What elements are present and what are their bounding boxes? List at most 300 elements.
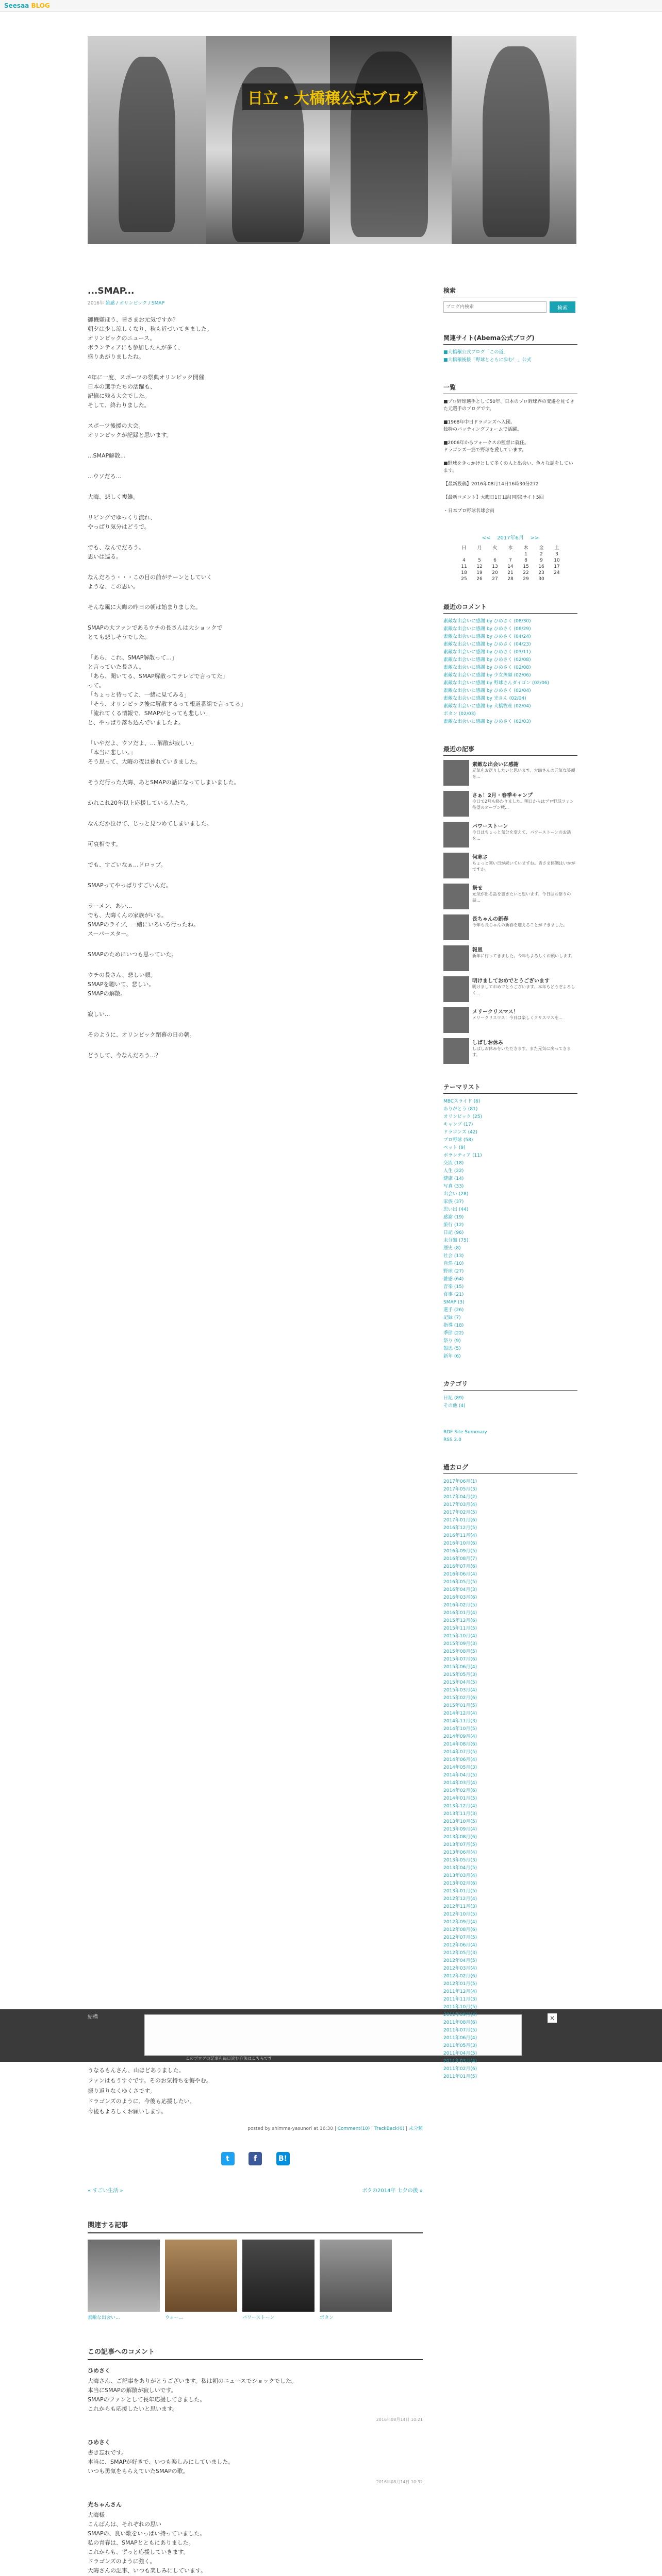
header-photo-4 (452, 36, 576, 244)
archive-link[interactable]: 2015年05月(3) (443, 1672, 477, 1677)
theme-link[interactable]: キャンプ (17) (443, 1122, 473, 1127)
theme-link[interactable]: 歴史 (8) (443, 1246, 461, 1251)
profile-tail-1: 【最新投稿】2016年08月14日16時30分272 (443, 482, 539, 487)
archive-link[interactable]: 2016年11月(4) (443, 1533, 477, 1538)
calendar-day: 11 (461, 564, 467, 569)
archive-link[interactable]: 2011年03月(4) (443, 2059, 477, 2064)
theme-link[interactable]: オリンピック (25) (443, 1114, 482, 1120)
post-paragraph: 今後もよろしくお願いします。 (88, 2108, 167, 2115)
related-item[interactable]: ボタン (320, 2240, 392, 2320)
archive-link[interactable]: 2011年06月(4) (443, 2036, 477, 2041)
recent-comment-link[interactable]: 素敵な出会いに感謝 by 野球さんダイゴン (02/06) (443, 681, 550, 686)
post-paragraph: そのように、オリンピック閉幕の日の朝。 (88, 1031, 195, 1038)
recent-post-thumbnail[interactable] (443, 822, 469, 848)
rss-link[interactable]: RSS 2.0 (443, 1437, 461, 1443)
recent-post-title[interactable]: メリークリスマス！ (472, 1009, 519, 1015)
category-list (443, 1395, 577, 1410)
archive-link[interactable]: 2012年05月(3) (443, 1951, 477, 1956)
archive-link[interactable]: 2015年11月(5) (443, 1626, 477, 1631)
recent-comment-link[interactable]: 素敵な出会いに感謝 by ひめさく (08/30) (443, 619, 531, 624)
archive-link[interactable]: 2013年06月(4) (443, 1850, 477, 1855)
post-paragraph: 寂しい... (88, 1011, 110, 1018)
comment-text: 大晦様 こんばんは、それぞれの思い SMAPの、良い歌をいっぱい持っていました。 私の青春は、SMAPとともにありました。 これからも、ずっと応援していきます。 ドラゴンズのように強く。 大晦さんの記事、いつも楽しみにしています。 (88, 2512, 207, 2574)
archive-link[interactable]: 2013年05月(3) (443, 1858, 477, 1863)
archive-link[interactable]: 2017年04月(2) (443, 1495, 477, 1500)
recent-comment-link[interactable]: 素敵な出会いに感謝 by 少女魚顔 (02/06) (443, 673, 531, 678)
post-meta (88, 299, 423, 306)
recent-post-thumbnail[interactable] (443, 760, 469, 786)
recent-post-text (472, 945, 575, 971)
archive-link[interactable]: 2016年06月(4) (443, 1572, 477, 1577)
theme-link[interactable]: 雑感 (64) (443, 1277, 464, 1282)
search-button[interactable]: 検索 (550, 301, 575, 313)
post-paragraph: でも、なんでだろう。 思いは巡る。 (88, 544, 144, 560)
archive-link[interactable]: 2013年12月(4) (443, 1804, 477, 1809)
post-paragraph: うなるもんさん、山ほどありました。 (88, 2067, 185, 2074)
profile-tail-2: 【最新コメント】大晦日1日1話(同期)サイト5回 (443, 495, 544, 500)
prev-post-link[interactable]: « すごい生活 » (88, 2188, 123, 2194)
calendar-weekday: 土 (554, 546, 559, 551)
recent-post-title[interactable]: 報恩 (472, 947, 483, 953)
recent-post-summary: 今日はちょっと気分を変えて、パワーストーンのお話を... (472, 830, 571, 841)
theme-link[interactable]: 交流 (18) (443, 1161, 464, 1166)
rss-list (443, 1429, 577, 1444)
theme-link[interactable]: 新年 (6) (443, 1354, 461, 1359)
archive-link[interactable]: 2012年12月(4) (443, 1896, 477, 1902)
recent-post-thumbnail[interactable] (443, 945, 469, 971)
theme-link[interactable]: 食事 (21) (443, 1292, 464, 1297)
calendar-weekday: 月 (477, 546, 482, 551)
sidebar (443, 286, 577, 2099)
recent-post-item[interactable] (443, 791, 577, 817)
seesaa-logo[interactable]: Seesaa BLOG (4, 2, 50, 9)
related-item[interactable]: パワーストーン (242, 2240, 315, 2320)
next-post-link[interactable]: ボクの2014年 七夕の後 » (362, 2188, 423, 2194)
post-paragraph: 大晦、悲しく複雑。 (88, 494, 139, 500)
recent-post-thumbnail[interactable] (443, 884, 469, 909)
category-link[interactable]: 日記 (89) (443, 1396, 464, 1401)
post-paragraph: ウチの長さん、悲しい顔。 SMAPを聴いて、悲しい。 SMAPの解散。 (88, 972, 156, 997)
comments-heading: この記事へのコメント (88, 2346, 423, 2360)
archive-link[interactable]: 2017年06月(1) (443, 1479, 477, 1484)
archive-link[interactable]: 2014年03月(4) (443, 1781, 477, 1786)
theme-link[interactable]: 記録 (7) (443, 1315, 461, 1320)
recent-post-text (472, 791, 577, 817)
calendar-day: 7 (509, 558, 512, 563)
comment-item (88, 2500, 423, 2575)
recent-post-title[interactable]: しばしお休み (472, 1040, 503, 1046)
theme-link[interactable]: 指導 (18) (443, 1323, 464, 1328)
category-heading: カテゴリ (443, 1379, 577, 1391)
header-photo-2 (206, 36, 330, 244)
theme-link[interactable]: 人生 (22) (443, 1168, 464, 1174)
archive-link[interactable]: 2016年02月(5) (443, 1603, 477, 1608)
theme-link[interactable]: ありがとう (81) (443, 1107, 478, 1112)
category-link[interactable]: 未分類 (408, 2126, 423, 2131)
recent-post-summary: 新年に行ってきました。今年もよろしくお願いします。 (472, 954, 575, 958)
archive-link[interactable]: 2017年01月(6) (443, 1518, 477, 1523)
post-paragraph: なんだろう・・・この目の前がチーンとしていく ような、この思い。 (88, 574, 212, 590)
calendar-day (473, 552, 486, 557)
archive-link[interactable]: 2016年07月(6) (443, 1564, 477, 1569)
recent-comment-link[interactable]: 素敵な出会いに感謝 by ひめさく (02/08) (443, 665, 531, 670)
archive-link[interactable]: 2012年09月(4) (443, 1920, 477, 1925)
calendar-prev-link[interactable]: << (482, 535, 491, 541)
calendar-next-link[interactable]: >> (530, 535, 539, 541)
trackback-link[interactable]: TrackBack(0) (374, 2126, 405, 2131)
post-paragraph: そうだ行った大晦、あとSMAPの話になってしまいました。 (88, 779, 240, 786)
archive-link[interactable]: 2014年01月(5) (443, 1796, 477, 1801)
related-thumbnail[interactable] (88, 2240, 160, 2312)
archive-link[interactable]: 2015年03月(4) (443, 1688, 477, 1693)
recent-posts-heading: 最近の記事 (443, 744, 577, 756)
profile-paragraph: ■1968年中日ドラゴンズへ入団。 独特のバッティングフォームで活躍。 (443, 420, 522, 432)
recent-comment-link[interactable]: 素敵な出会いに感謝 by ひめさく (02/08) (443, 657, 531, 663)
archive-link[interactable]: 2011年05月(3) (443, 2043, 477, 2048)
theme-list-heading: テーマリスト (443, 1082, 577, 1094)
recent-post-summary: しばしお休みをいただきます。また元気に戻ってきます。 (472, 1046, 571, 1057)
archive-link[interactable]: 2014年06月(4) (443, 1757, 477, 1762)
archive-link[interactable]: 2013年09月(4) (443, 1827, 477, 1832)
theme-list-items (443, 1098, 577, 1361)
recent-post-text (472, 822, 577, 848)
archive-link[interactable]: 2015年02月(6) (443, 1696, 477, 1701)
recent-posts-list (443, 760, 577, 1064)
close-icon[interactable]: × (548, 2013, 557, 2023)
theme-link[interactable]: 報恩 (5) (443, 1346, 461, 1351)
related-thumbnail[interactable] (320, 2240, 392, 2312)
posted-by: posted by shimma-yasunori at 16:30 | Comment(10) | TrackBack(0) | 未分類 (247, 2126, 423, 2131)
calendar-weekday: 火 (492, 546, 498, 551)
recent-post-title[interactable]: 素敵な出会いに感謝 (472, 762, 519, 768)
archive-link[interactable]: 2011年01月(5) (443, 2074, 477, 2079)
blog-header-banner[interactable] (88, 36, 576, 244)
calendar-day: 29 (523, 577, 529, 582)
recent-post-thumbnail[interactable] (443, 1038, 469, 1064)
calendar-day: 6 (493, 558, 496, 563)
archive-link[interactable]: 2015年07月(6) (443, 1657, 477, 1662)
archive-link[interactable]: 2012年01月(5) (443, 1981, 477, 1987)
hatena-bookmark-icon[interactable]: B! (276, 2152, 290, 2165)
archive-link[interactable]: 2015年12月(6) (443, 1618, 477, 1623)
calendar-day: 28 (507, 577, 514, 582)
comment-item (88, 2438, 423, 2485)
calendar-day: 9 (540, 558, 543, 563)
related-item[interactable]: ウォー... (165, 2240, 237, 2320)
calendar-day: 22 (523, 570, 529, 575)
recent-comment-link[interactable]: 素敵な出会いに感謝 by ひめさく (03/11) (443, 650, 531, 655)
calendar-day: 12 (476, 564, 483, 569)
archive-link[interactable]: 2013年04月(5) (443, 1866, 477, 1871)
recent-comment-link[interactable]: 素敵な出会いに感謝 by ひめさく (02/03) (443, 719, 531, 724)
calendar-month: 2017年6月 (497, 535, 524, 541)
comment-author: 光ちゃんさん (88, 2501, 122, 2508)
post-paragraph: かれこれ20年以上応援している人たち。 (88, 800, 191, 806)
recent-comment-link[interactable]: 素敵な出会いに感謝 by ひめさく (04/24) (443, 634, 531, 639)
theme-link[interactable]: 日記 (96) (443, 1230, 464, 1235)
calendar-day: 30 (538, 577, 544, 582)
recent-comment-link[interactable]: 素敵な出会いに感謝 by ひめさく (02/04) (443, 688, 531, 693)
archive-link[interactable]: 2014年07月(5) (443, 1750, 477, 1755)
search-heading: 検索 (443, 286, 577, 297)
recent-comment-link[interactable]: 素敵な出会いに感謝 by ひめさく (04/23) (443, 642, 531, 647)
theme-link[interactable]: 未分類 (75) (443, 1238, 469, 1243)
related-site-link[interactable]: ■大橋穣公式ブログ「この道」 (443, 350, 508, 355)
theme-link[interactable]: プロ野球 (58) (443, 1138, 473, 1143)
archive-link[interactable]: 2012年03月(4) (443, 1966, 477, 1971)
post-paragraph: なんだか泣けて、じっと見つめてしまいました。 (88, 820, 212, 827)
theme-link[interactable]: 旅行 (12) (443, 1223, 464, 1228)
archive-list (443, 1478, 577, 2081)
archive-link[interactable]: 2016年09月(5) (443, 1549, 477, 1554)
archive-link[interactable]: 2016年08月(7) (443, 1556, 477, 1562)
calendar-day: 3 (555, 552, 558, 557)
theme-link[interactable]: ペット (9) (443, 1145, 466, 1150)
recent-comments-heading: 最近のコメント (443, 602, 577, 614)
archive-link[interactable]: 2012年04月(5) (443, 1958, 477, 1963)
archive-link[interactable]: 2016年04月(3) (443, 1587, 477, 1592)
calendar-day: 8 (524, 558, 527, 563)
post-paragraph: SMAPの大ファンであるウチの長さんは大ショックで とても悲しそうでした。 (88, 624, 223, 640)
recent-post-title[interactable]: 何寒さ (472, 855, 488, 860)
archive-link[interactable]: 2013年08月(6) (443, 1835, 477, 1840)
archive-link[interactable]: 2011年11月(3) (443, 1997, 477, 2002)
profile-paragraph: ■2006年からフォークスの監督に就任。 ドラゴンズ一筋で野球を愛しています。 (443, 440, 529, 453)
related-site-link[interactable]: ■大橋穣後援「野球とともに歩む！」公式 (443, 358, 532, 363)
calendar-day: 24 (554, 570, 560, 575)
main-content (88, 286, 423, 1072)
post-paragraph: ...ウソだろ... (88, 473, 121, 480)
calendar-day: 4 (462, 558, 466, 563)
post-categories[interactable]: 雑感 / オリンピック / SMAP (105, 301, 164, 306)
post-paragraph: そんな風に大晦の昨日の朝は始まりました。 (88, 604, 201, 611)
recent-post-item[interactable] (443, 853, 577, 878)
theme-link[interactable]: 思い出 (44) (443, 1207, 469, 1212)
calendar-day (489, 552, 501, 557)
archive-link[interactable]: 2012年02月(6) (443, 1974, 477, 1979)
recent-comment-link[interactable]: 素敵な出会いに感謝 by ひめさく (08/29) (443, 626, 531, 632)
recent-post-summary: メリークリスマス！今日は楽しくクリスマスを... (472, 1015, 562, 1020)
recent-comment-link[interactable]: ボタン (02/03) (443, 711, 476, 717)
recent-post-item[interactable] (443, 914, 577, 940)
calendar-day: 2 (540, 552, 543, 557)
archive-link[interactable]: 2011年02月(6) (443, 2066, 477, 2072)
recent-post-title[interactable]: 長ちゃんの新春 (472, 917, 508, 922)
calendar-day (504, 552, 517, 557)
archive-block (443, 1463, 577, 2081)
related-item[interactable]: 素敵な出会い... (88, 2240, 160, 2320)
theme-link[interactable]: 感謝 (19) (443, 1215, 464, 1220)
recent-post-thumbnail[interactable] (443, 791, 469, 817)
archive-link[interactable]: 2011年10月(5) (443, 2005, 477, 2010)
archive-link[interactable]: 2014年08月(6) (443, 1742, 477, 1747)
archive-link[interactable]: 2012年08月(6) (443, 1927, 477, 1933)
post-paragraph: ファンはもうすぐです。そのお気持ちを悔やむ。 (88, 2077, 212, 2084)
archive-link[interactable]: 2012年10月(5) (443, 1912, 477, 1917)
archive-link[interactable]: 2011年08月(6) (443, 2020, 477, 2025)
recent-post-title[interactable]: 祭せ (472, 886, 483, 891)
archive-link[interactable]: 2014年05月(3) (443, 1765, 477, 1770)
blog-title[interactable]: 日立・大橋穣公式ブログ (242, 83, 423, 110)
theme-link[interactable]: 祭り (9) (443, 1338, 461, 1344)
archive-link[interactable]: 2011年04月(5) (443, 2051, 477, 2056)
post-navigation (88, 2186, 423, 2194)
theme-link[interactable]: 家族 (37) (443, 1199, 464, 1205)
recent-post-text (472, 1038, 577, 1064)
recent-post-thumbnail[interactable] (443, 976, 469, 1002)
search-input[interactable] (443, 301, 547, 313)
comment-item (88, 2366, 423, 2422)
archive-link[interactable]: 2013年03月(4) (443, 1873, 477, 1878)
recent-post-item[interactable] (443, 1038, 577, 1064)
archive-link[interactable]: 2016年03月(6) (443, 1595, 477, 1600)
archive-link[interactable]: 2017年05月(3) (443, 1487, 477, 1492)
archive-link[interactable]: 2015年04月(5) (443, 1680, 477, 1685)
post-paragraph: 御機嫌ほう、皆さまお元気ですか？ 朝夕は少し涼しくなり、秋も近づいてきました。 オリンピックのニュース。 ボランティアにも参加した人が多く、 盛りあがりましたね。 (88, 316, 212, 360)
archive-link[interactable]: 2011年12月(4) (443, 1989, 477, 1994)
archive-link[interactable]: 2015年10月(4) (443, 1634, 477, 1639)
archive-link[interactable]: 2017年03月(4) (443, 1502, 477, 1507)
related-heading: 関連する記事 (88, 2219, 423, 2233)
recent-post-title[interactable]: さぁ！2月・春季キャンプ (472, 793, 533, 799)
post-paragraph: 「あら、これ、SMAP解散って...」 と言っていた長さん。 「あら、聞いてる、SMAP解散ってテレビで言ってた」 って。 「ちょっと待ってよ、一緒に見てみる」 「そう、オリンピック後に解散するって報道番組で言ってる」 「流れてくる情報で、SMAPがとっても悲しい」 と、やっぱり落ち込んでいましたよ。 (88, 654, 246, 726)
archive-link[interactable]: 2013年10月(5) (443, 1819, 477, 1824)
comment-date: 2016年08月14日 10:21 (376, 2417, 423, 2422)
archive-link[interactable]: 2014年09月(4) (443, 1734, 477, 1739)
archive-link[interactable]: 2015年08月(5) (443, 1649, 477, 1654)
theme-link[interactable]: ボランティア (11) (443, 1153, 482, 1158)
overlay-side-label: 結構 (88, 2014, 98, 2020)
theme-link[interactable]: SMAP (3) (443, 1300, 465, 1305)
archive-link[interactable]: 2015年01月(5) (443, 1703, 477, 1708)
archive-link[interactable]: 2013年07月(5) (443, 1842, 477, 1848)
post-paragraph: ドラゴンズのように、今後も応援したい。 (88, 2098, 195, 2105)
recent-comment-link[interactable]: 素敵な出会いに感謝 by 光さん (02/04) (443, 696, 526, 701)
calendar-weekday: 木 (523, 546, 528, 551)
related-sites-heading: 関連サイト(Abema公式ブログ) (443, 333, 577, 345)
theme-link[interactable]: 季節 (22) (443, 1331, 464, 1336)
archive-link[interactable]: 2017年02月(5) (443, 1510, 477, 1515)
archive-link[interactable]: 2014年12月(4) (443, 1711, 477, 1716)
theme-link[interactable]: 自然 (10) (443, 1261, 464, 1266)
archive-link[interactable]: 2012年07月(5) (443, 1935, 477, 1940)
post-paragraph: ...SMAP解散... (88, 452, 126, 459)
calendar-grid (443, 544, 577, 582)
calendar-day: 20 (492, 570, 498, 575)
theme-link[interactable]: 音楽 (15) (443, 1284, 464, 1290)
archive-link[interactable]: 2013年02月(6) (443, 1881, 477, 1886)
category-link[interactable]: その他 (4) (443, 1403, 466, 1409)
archive-link[interactable]: 2012年06月(4) (443, 1943, 477, 1948)
related-thumbnail[interactable] (242, 2240, 315, 2312)
search-form (443, 301, 577, 313)
archive-link[interactable]: 2014年02月(6) (443, 1788, 477, 1793)
calendar-day (551, 577, 563, 582)
twitter-icon[interactable]: t (221, 2152, 235, 2165)
recent-post-title[interactable]: パワーストーン (472, 824, 508, 829)
recent-post-item[interactable] (443, 760, 577, 786)
recent-post-item[interactable] (443, 976, 577, 1002)
post-paragraph: 振り返りなくゆくさです。 (88, 2088, 156, 2094)
theme-link[interactable]: ドラゴンズ (42) (443, 1130, 478, 1135)
post-date: 2016年 (88, 301, 104, 306)
post-paragraph: 可哀相です。 (88, 841, 122, 848)
archive-link[interactable]: 2013年01月(5) (443, 1889, 477, 1894)
profile-paragraph: ■野球をきっかけとして多くの人と出会い、色々な話をしています。 (443, 461, 573, 473)
theme-link[interactable]: 出会い (28) (443, 1192, 469, 1197)
recent-post-thumbnail[interactable] (443, 853, 469, 878)
recent-comments-list (443, 618, 577, 726)
theme-link[interactable]: MBCスライド (6) (443, 1099, 481, 1104)
calendar-day: 26 (476, 577, 483, 582)
calendar-header (443, 533, 577, 541)
rss-block (443, 1429, 577, 1444)
archive-link[interactable]: 2015年09月(3) (443, 1641, 477, 1647)
calendar-day: 14 (507, 564, 514, 569)
comment-text: 大晦さん、ご記事をありがとうございます。私は朝のニュースでショックでした。 本当にSMAPの解散が寂しいです。 SMAPのファンとして長年応援してきました。 これからも応援したいと思います。 (88, 2378, 297, 2412)
post-paragraph: SMAPのためにいつも思っていた。 (88, 951, 177, 958)
theme-link[interactable]: 選手 (26) (443, 1308, 464, 1313)
header-photo-3 (330, 36, 452, 244)
archive-link[interactable]: 2014年10月(5) (443, 1726, 477, 1732)
archive-link[interactable]: 2016年01月(4) (443, 1611, 477, 1616)
calendar (443, 533, 577, 582)
related-thumbnail[interactable] (165, 2240, 237, 2312)
archive-link[interactable]: 2012年11月(3) (443, 1904, 477, 1909)
theme-link[interactable]: 写真 (33) (443, 1184, 464, 1189)
recent-comment-link[interactable]: 素敵な出会いに感謝 by 大橋牧産 (02/04) (443, 704, 531, 709)
recent-post-thumbnail[interactable] (443, 1007, 469, 1033)
calendar-day: 25 (461, 577, 467, 582)
comment-author: ひめさく (88, 2439, 110, 2446)
recent-post-item[interactable] (443, 822, 577, 848)
archive-link[interactable]: 2014年04月(5) (443, 1773, 477, 1778)
comment-link[interactable]: Comment(10) (337, 2126, 370, 2131)
theme-list (443, 1082, 577, 1361)
theme-link[interactable]: 健康 (14) (443, 1176, 464, 1181)
comment-author: ひめさく (88, 2367, 110, 2374)
calendar-day: 5 (478, 558, 481, 563)
recent-post-summary: 元気をお送りしたいと思います。大晦さんの元気な笑顔を... (472, 768, 575, 779)
calendar-day: 16 (538, 564, 544, 569)
calendar-day: 19 (476, 570, 483, 575)
calendar-day: 18 (461, 570, 467, 575)
rss-link[interactable]: RDF Site Summary (443, 1430, 487, 1435)
recent-post-thumbnail[interactable] (443, 914, 469, 940)
archive-link[interactable]: 2011年07月(5) (443, 2028, 477, 2033)
archive-link[interactable]: 2015年06月(4) (443, 1665, 477, 1670)
post-title[interactable]: ...SMAP... (88, 286, 135, 296)
calendar-day: 21 (507, 570, 514, 575)
archive-link[interactable]: 2016年05月(5) (443, 1580, 477, 1585)
recent-post-summary: 明けましておめでとうございます。本年もどうぞよろしく... (472, 985, 575, 995)
recent-post-item[interactable] (443, 945, 577, 971)
archive-link[interactable]: 2014年11月(3) (443, 1719, 477, 1724)
recent-post-item[interactable] (443, 1007, 577, 1033)
theme-link[interactable]: 野球 (27) (443, 1269, 464, 1274)
archive-link[interactable]: 2016年12月(5) (443, 1526, 477, 1531)
theme-link[interactable]: 社会 (13) (443, 1253, 464, 1259)
archive-link[interactable]: 2016年10月(6) (443, 1541, 477, 1546)
recent-post-summary: 元気が出る話を書きたいと思います。今日はお祭りの話... (472, 892, 571, 903)
recent-post-item[interactable] (443, 884, 577, 909)
archive-link[interactable]: 2011年09月(4) (443, 2012, 477, 2018)
post-body (88, 315, 423, 1060)
recent-post-title[interactable]: 明けましておめでとうございます (472, 978, 550, 984)
facebook-icon[interactable]: f (249, 2152, 262, 2165)
calendar-day: 13 (492, 564, 498, 569)
archive-link[interactable]: 2013年11月(3) (443, 1811, 477, 1817)
